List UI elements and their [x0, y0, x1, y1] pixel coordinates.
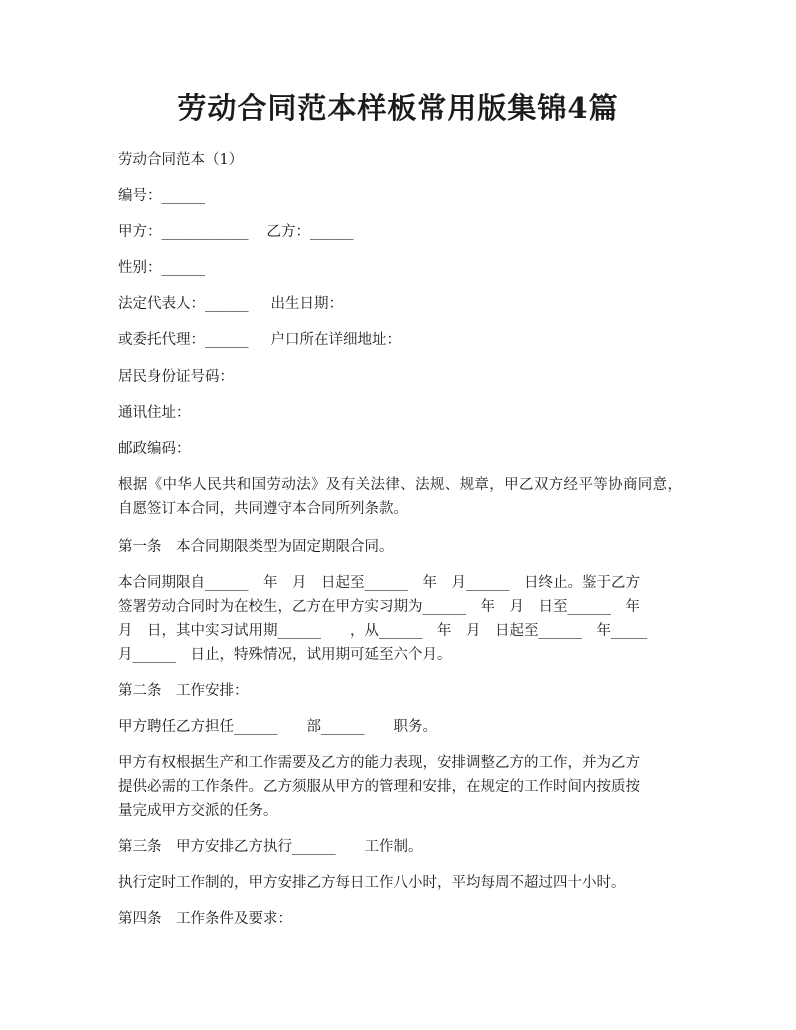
- intro-paragraph: 根据《中华人民共和国劳动法》及有关法律、法规、规章，甲乙双方经平等协商同意，自愿签订本合同，共同遵守本合同所列条款。: [118, 477, 682, 517]
- article-3: 第三条 甲方安排乙方执行______ 工作制。: [118, 839, 423, 855]
- term-line-4: 月______ 日止，特殊情况，试用期可延至六个月。: [118, 647, 452, 663]
- field-number: 编号：______: [118, 188, 205, 204]
- duty-line-1: 甲方有权根据生产和工作需要及乙方的能力表现，安排调整乙方的工作，并为乙方: [118, 755, 640, 771]
- term-line-1: 本合同期限自______ 年 月 日起至______ 年 月______ 日终止。鉴于乙方: [118, 575, 640, 591]
- section-heading: 劳动合同范本（1）: [118, 152, 244, 168]
- field-id-number: 居民身份证号码：: [118, 369, 234, 385]
- term-line-2: 签署劳动合同时为在校生，乙方在甲方实习期为______ 年 月 日至______ 年: [118, 599, 640, 615]
- field-agent: 或委托代理：______: [118, 332, 249, 348]
- rep-row: [118, 292, 688, 316]
- field-birth-date: 出生日期：: [270, 296, 343, 312]
- field-party-b: 乙方：______: [266, 224, 354, 240]
- position-line: 甲方聘任乙方担任______ 部______ 职务。: [118, 719, 437, 735]
- field-household-address: 户口所在详细地址：: [270, 332, 401, 348]
- field-mailing-address: 通讯住址：: [118, 405, 191, 421]
- article-2: 第二条 工作安排：: [118, 683, 249, 699]
- party-row: [118, 220, 688, 244]
- document-title: 劳动合同范本样板常用版集锦4篇: [177, 91, 619, 125]
- article-1: 第一条 本合同期限类型为固定期限合同。: [118, 539, 394, 555]
- field-party-a: 甲方：____________: [118, 224, 249, 240]
- agent-row: [118, 328, 688, 352]
- duty-line-2: 提供必需的工作条件。乙方须服从甲方的管理和安排，在规定的工作时间内按质按: [118, 779, 640, 795]
- working-hours-line: 执行定时工作制的，甲方安排乙方每日工作八小时，平均每周不超过四十小时。: [118, 875, 626, 891]
- field-gender: 性别：______: [118, 260, 205, 276]
- article-4: 第四条 工作条件及要求：: [118, 911, 292, 927]
- term-line-3: 月 日，其中实习试用期______ ，从______ 年 月 日起至______ 年_____: [118, 623, 648, 639]
- field-legal-rep: 法定代表人：______: [118, 296, 249, 312]
- field-postal-code: 邮政编码：: [118, 441, 191, 457]
- duty-line-3: 量完成甲方交派的任务。: [118, 803, 278, 819]
